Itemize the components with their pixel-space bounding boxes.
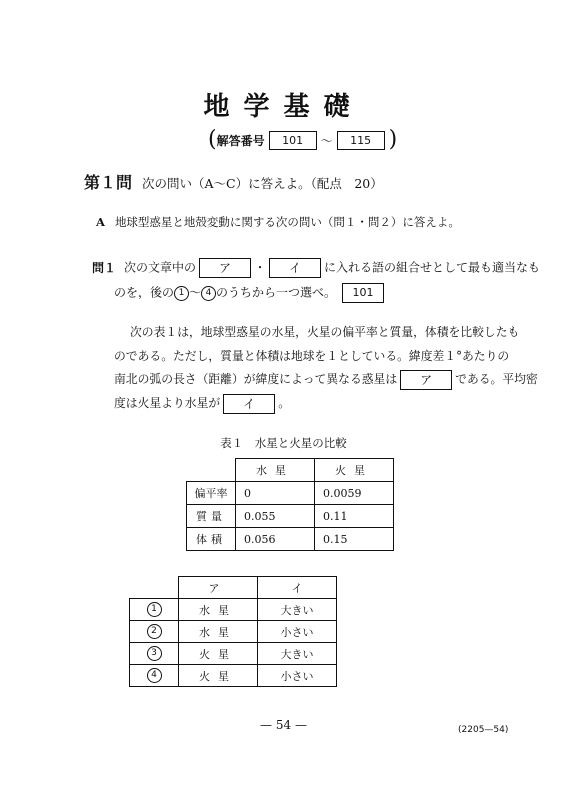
option-number-circle: 1 [147,602,162,617]
table-1-cell: 0.11 [315,505,394,528]
page-number: — 54 — [260,718,307,732]
q1-1-line2 [114,283,384,303]
table-1-cell: 0.056 [236,528,315,551]
blank-i-box: イ [269,258,321,278]
answer-range-start: 101 [269,131,317,150]
passage-line-4 [114,394,290,414]
section-a-heading [96,214,460,230]
table-1-row-label: 体積 [187,528,236,551]
option-row [130,665,337,687]
table-1-cell: 0.15 [315,528,394,551]
passage-line-3 [114,370,538,390]
table-1-header-mercury: 水星 [236,459,315,482]
passage-blank-i: イ [223,394,275,414]
table-1-row [187,482,394,505]
option-row [130,621,337,643]
option-4-circle: 4 [201,286,216,301]
answer-range [208,129,397,151]
options-header-i: イ [258,577,337,599]
passage-line-1: 次の表１は，地球型惑星の水星，火星の偏平率と質量，体積を比較したも [130,325,520,339]
option-number-cell [130,599,179,621]
q1-1-label: 問１ [92,260,117,275]
answer-options-table [129,576,337,687]
options-header-a: ア [179,577,258,599]
close-paren: ) [388,127,398,152]
answer-range-label: 解答番号 [216,133,265,148]
table-1-header-row [187,459,394,482]
option-number-circle: 3 [147,646,162,661]
q1-1-line1-post: に入れる語の組合せとして最も適当なも [324,260,541,275]
table-1-caption: 表１ 水星と火星の比較 [220,436,347,450]
option-number-circle: 2 [147,624,162,639]
option-a-cell: 水星 [179,621,258,643]
option-number-cell [130,665,179,687]
open-paren: ( [208,127,217,152]
option-i-cell: 大きい [258,643,337,665]
passage-blank-a: ア [400,370,452,390]
option-1-circle: 1 [174,286,189,301]
page-title: 地学基礎 [203,92,364,122]
table-1 [186,458,394,551]
option-row [130,599,337,621]
q1-1-dot: ・ [254,260,267,275]
section-a-label: A [96,215,105,229]
answer-range-tilde: 〜 [320,133,333,148]
answer-range-end: 115 [337,131,385,150]
q1-1-line2-post: のうちから一つ選べ。 [216,285,337,300]
passage-line-3-pre: 南北の弧の長さ（距離）が緯度によって異なる惑星は [114,372,398,386]
option-number-cell [130,621,179,643]
options-corner [130,577,179,599]
table-1-row [187,528,394,551]
option-number-circle: 4 [147,668,162,683]
table-1-row [187,505,394,528]
question-1-heading [84,170,383,193]
table-1-cell: 0 [236,482,315,505]
option-i-cell: 小さい [258,621,337,643]
table-1-cell: 0.0059 [315,482,394,505]
blank-a-box: ア [199,258,251,278]
option-number-cell [130,643,179,665]
option-a-cell: 火星 [179,643,258,665]
option-row [130,643,337,665]
passage-line-4-pre: 度は火星より水星が [114,396,221,410]
question-1-text: 次の問い（A〜C）に答えよ。（配点 20） [142,176,383,191]
passage-line-2: のである。ただし，質量と体積は地球を１としている。緯度差１°あたりの [114,349,510,363]
table-1-header-mars: 火星 [315,459,394,482]
option-a-cell: 火星 [179,665,258,687]
q1-1-line2-pre: のを，後の [114,285,175,300]
table-1-corner [187,459,236,482]
passage-line-4-post: 。 [278,396,290,410]
q1-1-line1 [92,258,540,278]
passage-line-3-post: である。平均密 [455,372,538,386]
option-i-cell: 大きい [258,599,337,621]
option-a-cell: 水星 [179,599,258,621]
question-1-number: 第１問 [84,173,133,192]
options-header-row [130,577,337,599]
exam-code: (2205—54) [458,725,509,735]
table-1-row-label: 偏平率 [187,482,236,505]
section-a-text: 地球型惑星と地殻変動に関する次の問い（問１・問２）に答えよ。 [114,215,460,229]
option-i-cell: 小さい [258,665,337,687]
table-1-row-label: 質量 [187,505,236,528]
answer-code-box: 101 [342,283,384,303]
q1-1-tilde: 〜 [189,285,202,300]
q1-1-line1-pre: 次の文章中の [124,260,197,275]
table-1-cell: 0.055 [236,505,315,528]
